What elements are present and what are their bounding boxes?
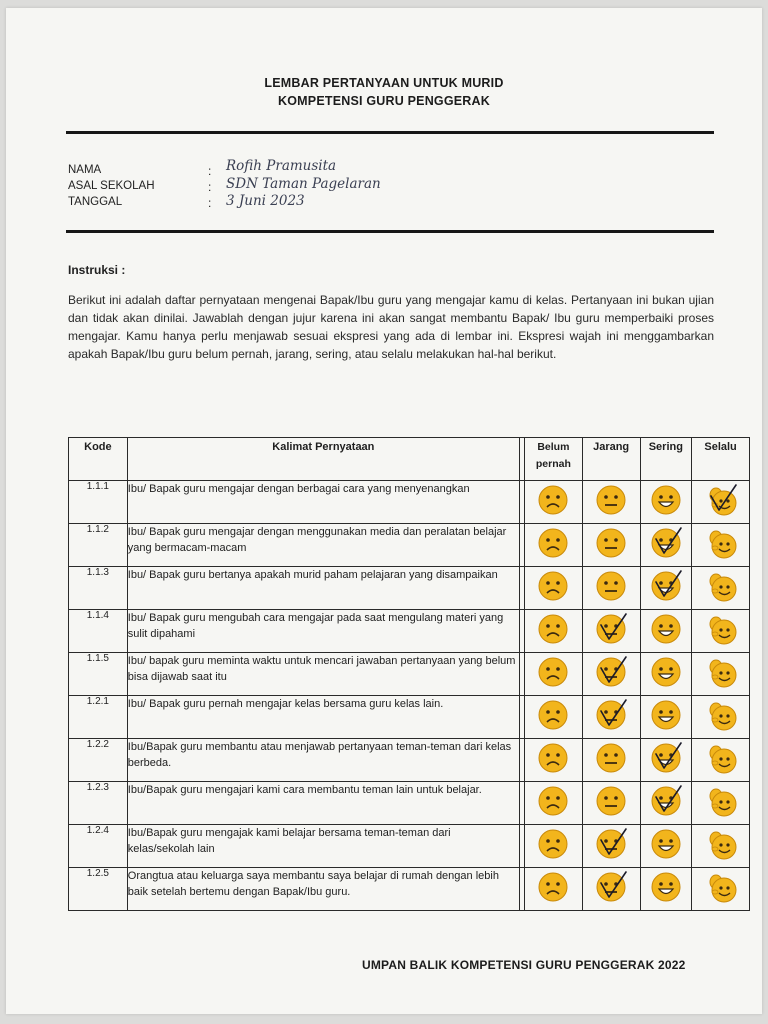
answer-cell-sering[interactable] bbox=[640, 868, 692, 911]
neutral-face-icon bbox=[593, 784, 629, 823]
answer-cell-sering[interactable] bbox=[640, 739, 692, 782]
sad-face-icon bbox=[535, 827, 571, 866]
row-kode: 1.2.4 bbox=[69, 825, 128, 868]
bottom-divider bbox=[66, 230, 714, 233]
school-label: ASAL SEKOLAH bbox=[68, 180, 155, 192]
thumbs-up-face-icon bbox=[703, 483, 739, 522]
answer-cell-jarang[interactable] bbox=[582, 696, 640, 739]
smiling-face-icon bbox=[648, 612, 684, 651]
date-label: TANGGAL bbox=[68, 196, 123, 208]
answer-cell-sering[interactable] bbox=[640, 567, 692, 610]
smiling-face-icon bbox=[648, 870, 684, 909]
neutral-face-icon bbox=[593, 827, 629, 866]
answer-cell-jarang[interactable] bbox=[582, 524, 640, 567]
table-row bbox=[69, 825, 750, 868]
smiling-face-icon bbox=[648, 784, 684, 823]
neutral-face-icon bbox=[593, 612, 629, 651]
answer-cell-selalu[interactable] bbox=[692, 610, 750, 653]
answer-cell-sering[interactable] bbox=[640, 524, 692, 567]
thumbs-up-face-icon bbox=[703, 741, 739, 780]
title-line-2: KOMPETENSI GURU PENGGERAK bbox=[278, 94, 490, 108]
answer-cell-belum[interactable] bbox=[525, 524, 583, 567]
row-kode: 1.1.1 bbox=[69, 481, 128, 524]
row-kode: 1.2.3 bbox=[69, 782, 128, 825]
table-row bbox=[69, 481, 750, 524]
answer-cell-belum[interactable] bbox=[525, 481, 583, 524]
neutral-face-icon bbox=[593, 569, 629, 608]
answer-cell-belum[interactable] bbox=[525, 653, 583, 696]
neutral-face-icon bbox=[593, 483, 629, 522]
answer-cell-selalu[interactable] bbox=[692, 653, 750, 696]
sad-face-icon bbox=[535, 698, 571, 737]
answer-cell-jarang[interactable] bbox=[582, 610, 640, 653]
questionnaire-table bbox=[68, 437, 750, 911]
row-statement: Ibu/ Bapak guru mengajar dengan berbagai cara yang menyenangkan bbox=[127, 481, 519, 524]
sad-face-icon bbox=[535, 784, 571, 823]
answer-cell-sering[interactable] bbox=[640, 825, 692, 868]
smiling-face-icon bbox=[648, 655, 684, 694]
header-selalu: Selalu bbox=[692, 438, 750, 481]
sad-face-icon bbox=[535, 569, 571, 608]
thumbs-up-face-icon bbox=[703, 569, 739, 608]
header-statement: Kalimat Pernyataan bbox=[127, 438, 519, 481]
name-label: NAMA bbox=[68, 164, 102, 176]
table-row bbox=[69, 610, 750, 653]
thumbs-up-face-icon bbox=[703, 784, 739, 823]
thumbs-up-face-icon bbox=[703, 698, 739, 737]
answer-cell-jarang[interactable] bbox=[582, 825, 640, 868]
row-kode: 1.2.2 bbox=[69, 739, 128, 782]
answer-cell-belum[interactable] bbox=[525, 610, 583, 653]
answer-cell-jarang[interactable] bbox=[582, 567, 640, 610]
row-kode: 1.2.1 bbox=[69, 696, 128, 739]
answer-cell-sering[interactable] bbox=[640, 696, 692, 739]
sad-face-icon bbox=[535, 526, 571, 565]
smiling-face-icon bbox=[648, 483, 684, 522]
top-divider bbox=[66, 131, 714, 134]
answer-cell-jarang[interactable] bbox=[582, 481, 640, 524]
answer-cell-selalu[interactable] bbox=[692, 782, 750, 825]
row-statement: Ibu/ Bapak guru bertanya apakah murid paham pelajaran yang disampaikan bbox=[127, 567, 519, 610]
row-statement: Ibu/ bapak guru meminta waktu untuk mencari jawaban pertanyaan yang belum bisa dijawab saat itu bbox=[127, 653, 519, 696]
answer-cell-belum[interactable] bbox=[525, 696, 583, 739]
row-kode: 1.1.5 bbox=[69, 653, 128, 696]
row-statement: Ibu/Bapak guru membantu atau menjawab pertanyaan teman-teman dari kelas berbeda. bbox=[127, 739, 519, 782]
thumbs-up-face-icon bbox=[703, 655, 739, 694]
row-kode: 1.1.3 bbox=[69, 567, 128, 610]
answer-cell-selalu[interactable] bbox=[692, 524, 750, 567]
answer-cell-sering[interactable] bbox=[640, 610, 692, 653]
row-kode: 1.2.5 bbox=[69, 868, 128, 911]
smiling-face-icon bbox=[648, 827, 684, 866]
answer-cell-sering[interactable] bbox=[640, 653, 692, 696]
neutral-face-icon bbox=[593, 698, 629, 737]
table-row bbox=[69, 696, 750, 739]
answer-cell-jarang[interactable] bbox=[582, 868, 640, 911]
answer-cell-selalu[interactable] bbox=[692, 825, 750, 868]
row-statement: Ibu/ Bapak guru mengubah cara mengajar pada saat mengulang materi yang sulit dipahami bbox=[127, 610, 519, 653]
table-row bbox=[69, 524, 750, 567]
header-belum-pernah: Belum pernah bbox=[525, 438, 583, 481]
header-jarang: Jarang bbox=[582, 438, 640, 481]
date-value[interactable]: 3 Juni 2023 bbox=[226, 193, 305, 209]
table-row bbox=[69, 567, 750, 610]
row-kode: 1.1.4 bbox=[69, 610, 128, 653]
sad-face-icon bbox=[535, 612, 571, 651]
instructions-heading: Instruksi : bbox=[68, 263, 126, 277]
smiling-face-icon bbox=[648, 741, 684, 780]
table-row bbox=[69, 653, 750, 696]
sad-face-icon bbox=[535, 655, 571, 694]
row-kode: 1.1.2 bbox=[69, 524, 128, 567]
table-header-row bbox=[69, 438, 750, 481]
answer-cell-sering[interactable] bbox=[640, 782, 692, 825]
table-row bbox=[69, 868, 750, 911]
answer-cell-jarang[interactable] bbox=[582, 739, 640, 782]
thumbs-up-face-icon bbox=[703, 827, 739, 866]
row-statement: Ibu/Bapak guru mengajari kami cara membantu teman lain untuk belajar. bbox=[127, 782, 519, 825]
answer-cell-belum[interactable] bbox=[525, 567, 583, 610]
smiling-face-icon bbox=[648, 698, 684, 737]
answer-cell-belum[interactable] bbox=[525, 825, 583, 868]
thumbs-up-face-icon bbox=[703, 526, 739, 565]
neutral-face-icon bbox=[593, 741, 629, 780]
thumbs-up-face-icon bbox=[703, 870, 739, 909]
neutral-face-icon bbox=[593, 526, 629, 565]
neutral-face-icon bbox=[593, 870, 629, 909]
answer-cell-selalu[interactable] bbox=[692, 696, 750, 739]
header-sering: Sering bbox=[640, 438, 692, 481]
name-colon: : bbox=[208, 164, 212, 178]
smiling-face-icon bbox=[648, 526, 684, 565]
table-row bbox=[69, 782, 750, 825]
sad-face-icon bbox=[535, 483, 571, 522]
answer-cell-selalu[interactable] bbox=[692, 868, 750, 911]
answer-cell-sering[interactable] bbox=[640, 481, 692, 524]
answer-cell-selalu[interactable] bbox=[692, 567, 750, 610]
answer-cell-belum[interactable] bbox=[525, 868, 583, 911]
thumbs-up-face-icon bbox=[703, 612, 739, 651]
date-colon: : bbox=[208, 196, 212, 210]
sad-face-icon bbox=[535, 870, 571, 909]
answer-cell-jarang[interactable] bbox=[582, 653, 640, 696]
school-colon: : bbox=[208, 180, 212, 194]
row-statement: Ibu/ Bapak guru mengajar dengan menggunakan media dan peralatan belajar yang bermacam-macam bbox=[127, 524, 519, 567]
table-row bbox=[69, 739, 750, 782]
answer-cell-selalu[interactable] bbox=[692, 481, 750, 524]
table-body bbox=[69, 481, 750, 911]
instructions-body: Berikut ini adalah daftar pernyataan mengenai Bapak/Ibu guru yang mengajar kamu di kelas. Pertanyaan ini bukan ujian dan tidak akan dinilai. Jawablah dengan jujur karena ini akan sangat membantu Bapak/ Ibu guru memperbaiki proses mengajar. Kamu hanya perlu menjawab sesuai ekspresi yang ada di lembar ini. Ekspresi wajah ini menggambarkan apakah Bapak/Ibu guru belum pernah, jarang, sering, atau selalu melakukan hal-hal berikut. bbox=[68, 293, 714, 361]
neutral-face-icon bbox=[593, 655, 629, 694]
row-statement: Orangtua atau keluarga saya membantu saya belajar di rumah dengan lebih baik setelah bertemu dengan Bapak/Ibu guru. bbox=[127, 868, 519, 911]
title-line-1: LEMBAR PERTANYAAN UNTUK MURID bbox=[264, 76, 504, 90]
school-value[interactable]: SDN Taman Pagelaran bbox=[226, 176, 381, 192]
worksheet-page bbox=[6, 8, 762, 1014]
smiling-face-icon bbox=[648, 569, 684, 608]
name-value[interactable]: Rofih Pramusita bbox=[226, 158, 337, 174]
answer-cell-jarang[interactable] bbox=[582, 782, 640, 825]
row-statement: Ibu/ Bapak guru pernah mengajar kelas bersama guru kelas lain. bbox=[127, 696, 519, 739]
header-kode: Kode bbox=[69, 438, 128, 481]
answer-cell-belum[interactable] bbox=[525, 739, 583, 782]
answer-cell-belum[interactable] bbox=[525, 782, 583, 825]
answer-cell-selalu[interactable] bbox=[692, 739, 750, 782]
row-statement: Ibu/Bapak guru mengajak kami belajar bersama teman-teman dari kelas/sekolah lain bbox=[127, 825, 519, 868]
footer-text: UMPAN BALIK KOMPETENSI GURU PENGGERAK 2022 bbox=[362, 958, 686, 972]
sad-face-icon bbox=[535, 741, 571, 780]
